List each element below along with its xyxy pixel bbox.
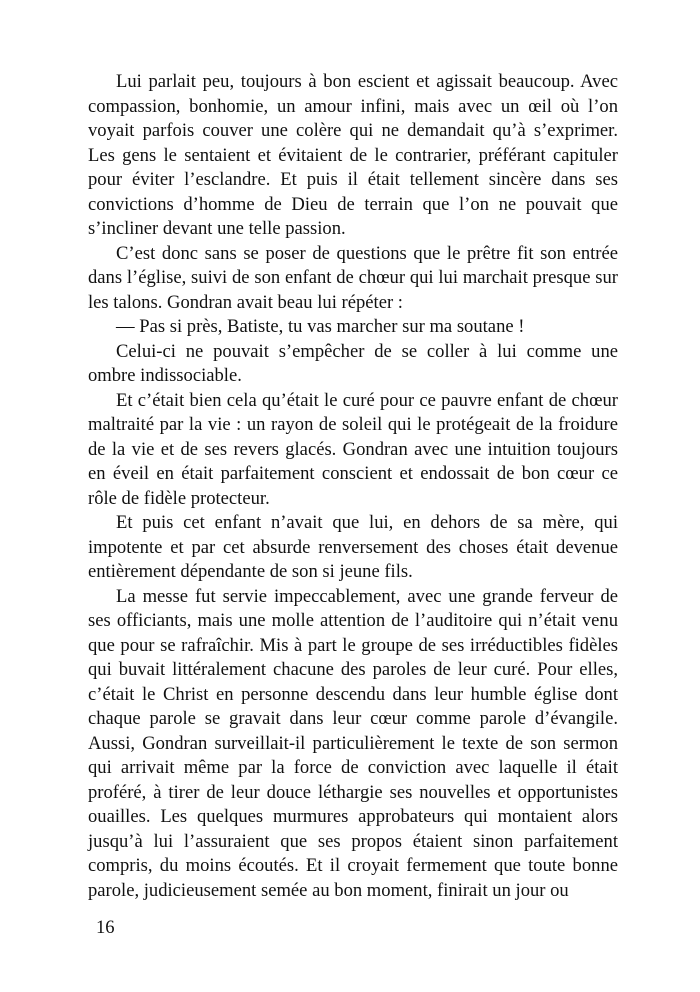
paragraph: C’est donc sans se poser de questions que le prêtre fit son entrée dans l’église, suivi de son enfant de chœur qui lui marchait presque sur les talons. Gondran avait beau lui répéter :	[88, 242, 618, 313]
paragraph: La messe fut servie impeccablement, avec une grande ferveur de ses officiants, mais une molle attention de l’auditoire qui n’était venu que pour se rafraîchir. Mis à part le groupe de ses irréductibles fidèles qui buvait littéralement chacune des paroles de leur curé. Pour elles, c’était le Christ en personne descendu dans leur humble église dont chaque parole se gravait dans leur cœur comme parole d’évangile. Aussi, Gondran surveillait-il particulièrement le texte de son sermon qui arrivait même par la force de conviction avec laquelle il était proféré, à tirer de leur douce léthargie ses nouvelles et opportunistes ouailles. Les quelques murmures approbateurs qui montaient alors jusqu’à lui l’assuraient que ses propos étaient sinon parfaitement compris, du moins écoutés. Et il croyait fermement que toute bonne parole, judicieusement semée au bon moment, finirait un jour ou	[88, 585, 618, 901]
paragraph: Lui parlait peu, toujours à bon escient et agissait beaucoup. Avec compassion, bonhomie, un amour infini, mais avec un œil où l’on voyait parfois couver une colère qui ne demandait qu’à s’exprimer. Les gens le sentaient et évitaient de le contrarier, préférant capituler pour éviter l’esclandre. Et puis il était tellement sincère dans ses convictions d’homme de Dieu de terrain que l’on ne pouvait que s’incliner devant une telle passion.	[88, 71, 618, 239]
page-body	[88, 70, 618, 903]
paragraph: Et puis cet enfant n’avait que lui, en dehors de sa mère, qui impotente et par cet absurde renversement des choses était devenue entièrement dépendante de son si jeune fils.	[88, 512, 618, 582]
paragraph: Celui-ci ne pouvait s’empêcher de se coller à lui comme une ombre indissociable.	[88, 340, 618, 386]
paragraph: Et c’était bien cela qu’était le curé pour ce pauvre enfant de chœur maltraité par la vie : un rayon de soleil qui le protégeait de la froidure de la vie et de ses revers glacés. Gondran avec une intuition toujours en éveil en était parfaitement conscient et endossait de bon cœur ce rôle de fidèle protecteur.	[88, 389, 618, 509]
page-number: 16	[96, 917, 115, 938]
dialogue-line: — Pas si près, Batiste, tu vas marcher sur ma soutane !	[116, 316, 525, 337]
